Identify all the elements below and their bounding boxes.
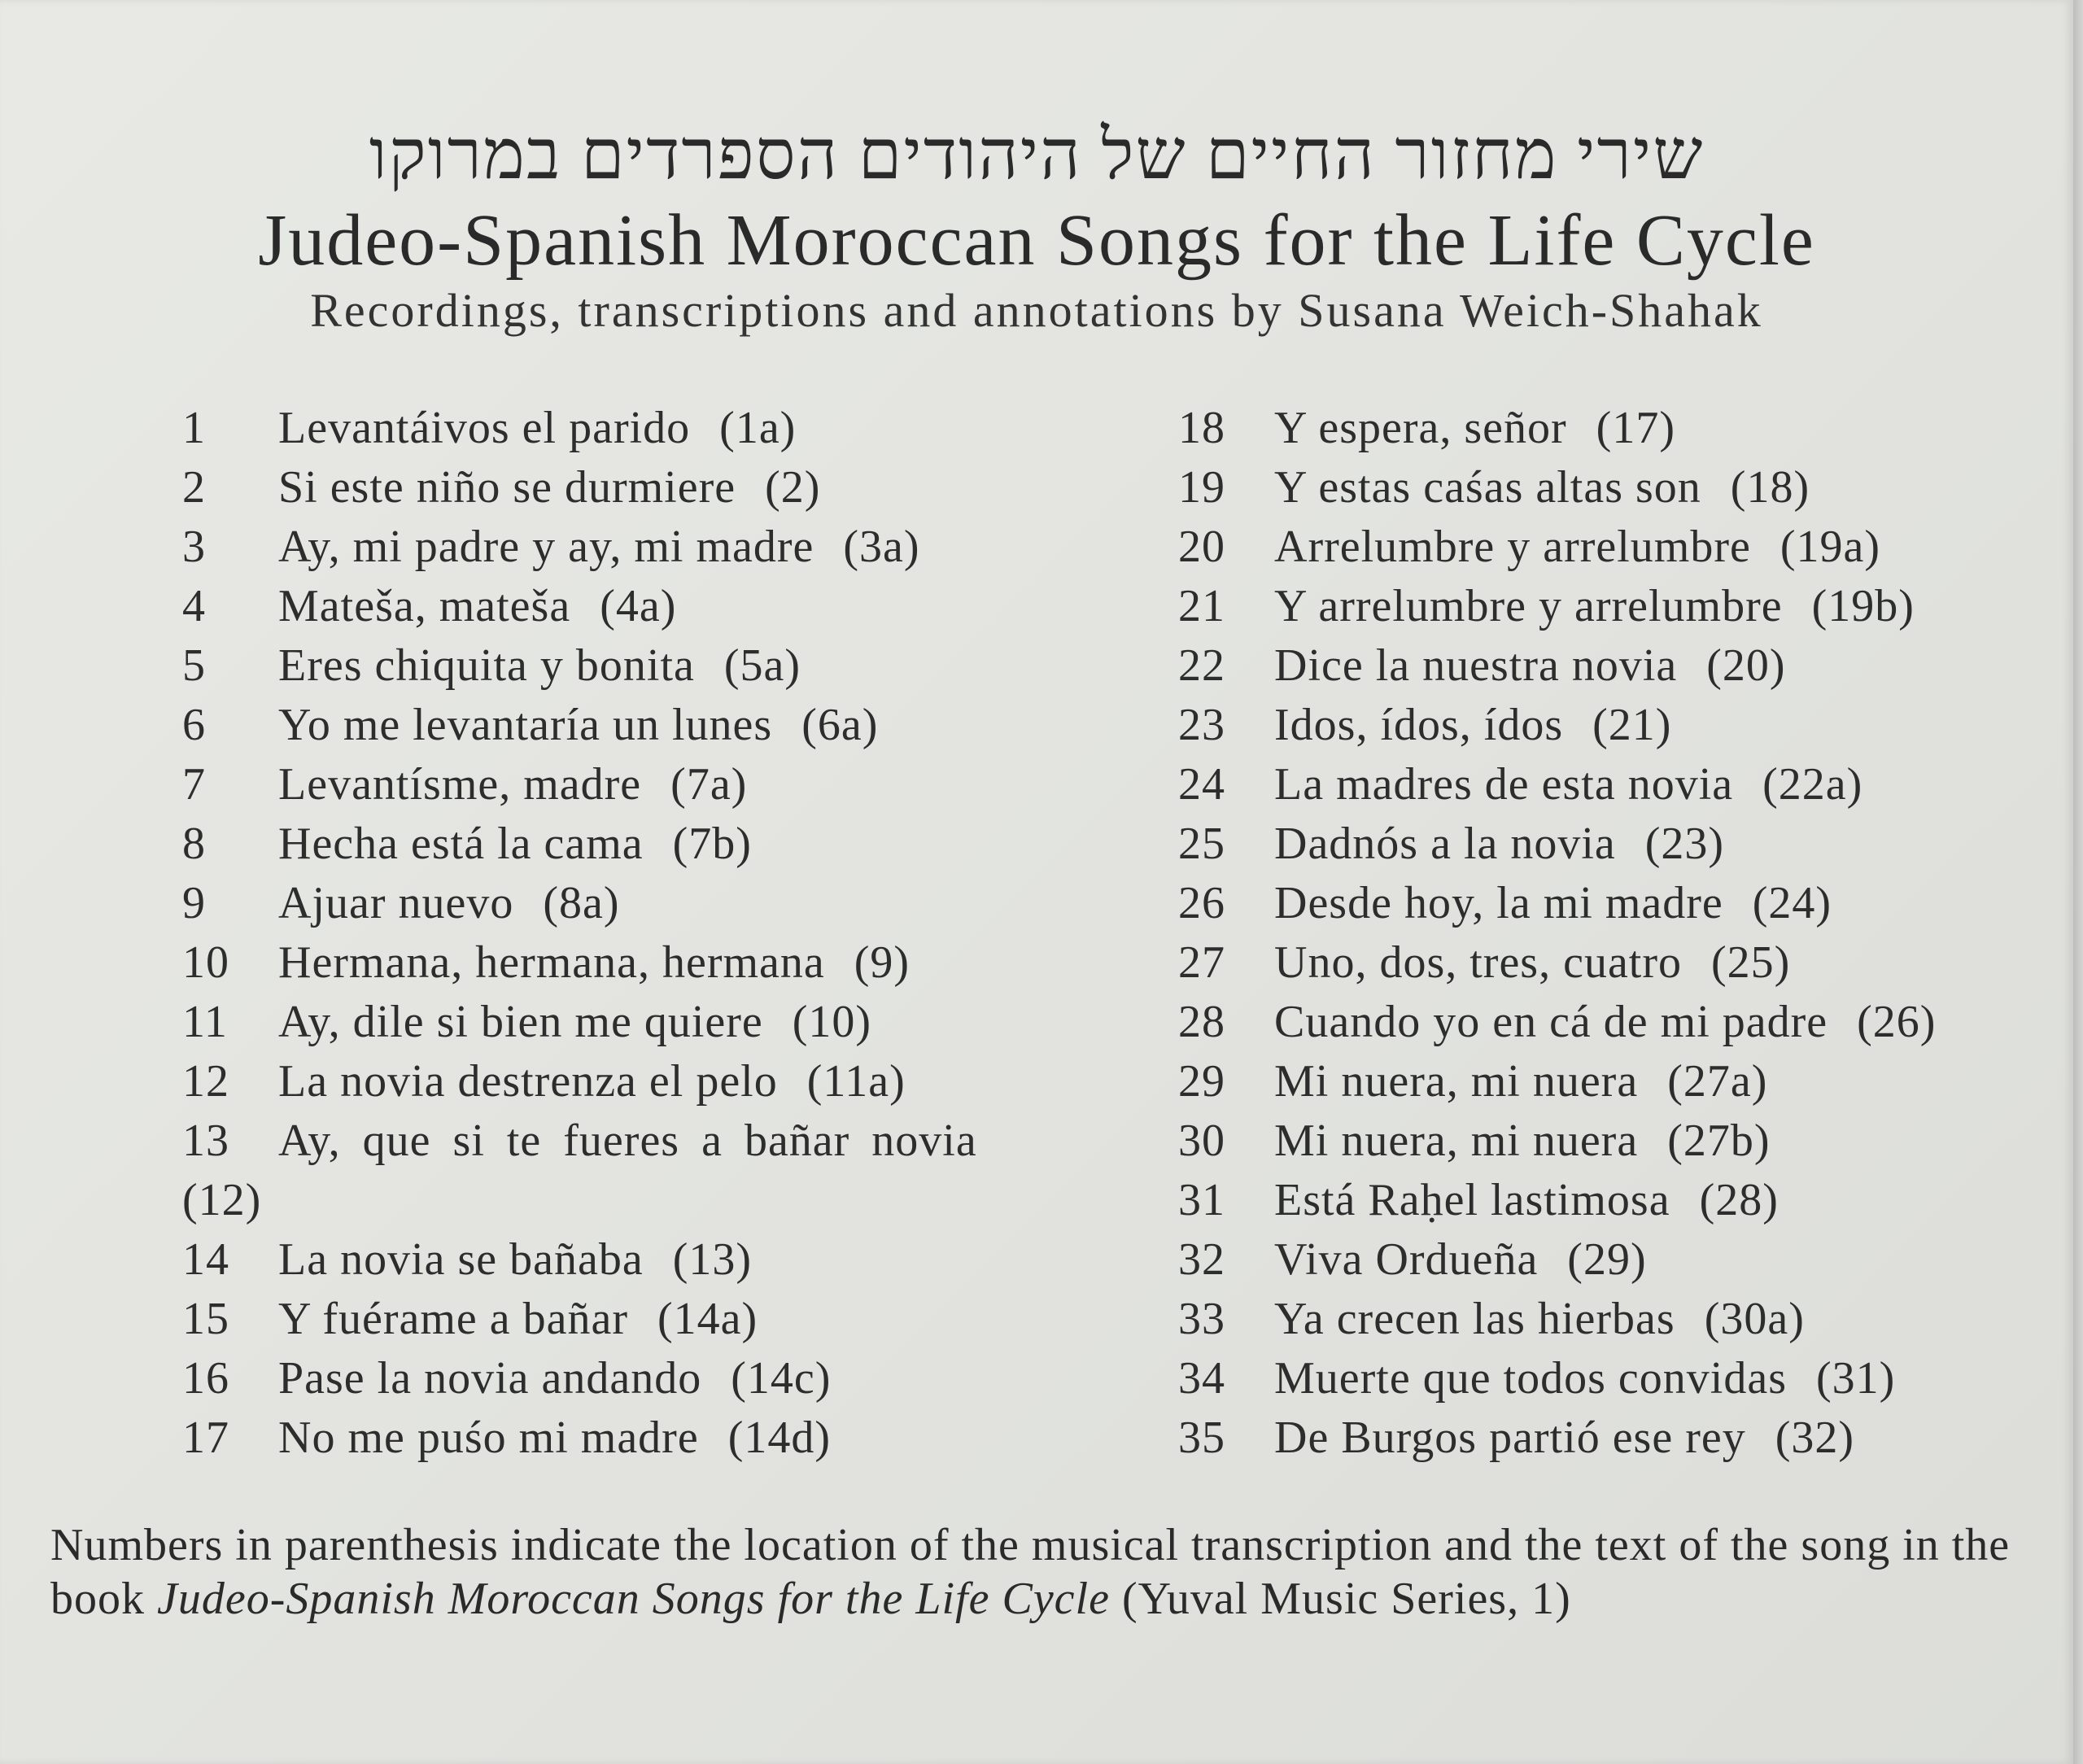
track-title [1274, 1290, 1805, 1349]
track-title-text: Pase la novia andando [278, 1353, 702, 1404]
track-number: 35 [1178, 1413, 1225, 1463]
track-number: 2 [182, 462, 206, 513]
track-book-location: (8a) [543, 878, 620, 928]
track-title-text: Mateša, mateša [278, 581, 571, 631]
album-subtitle: Recordings, transcriptions and annotations by Susana Weich-Shahak [310, 284, 1763, 337]
track-number: 25 [1178, 819, 1225, 869]
track-book-location: (4a) [600, 581, 677, 631]
track-title-text: Hermana, hermana, hermana [278, 937, 825, 988]
track-title [278, 696, 878, 755]
track-title [1274, 577, 1915, 636]
track-book-location: (22a) [1762, 759, 1863, 810]
track-book-location: (12) [182, 1175, 262, 1225]
track-row [182, 696, 1045, 755]
track-row [1178, 517, 2041, 577]
track-title-text: Ajuar nuevo [278, 878, 514, 928]
track-row [1178, 399, 2041, 458]
track-row [1178, 1111, 2041, 1171]
track-row [1178, 1052, 2041, 1111]
hebrew-title: שירי מחזור החיים של היהודים הספרדים במרוקו [369, 116, 1705, 194]
track-row [182, 933, 1045, 993]
track-row [182, 1349, 1045, 1408]
track-title [278, 1290, 758, 1349]
track-title [1274, 993, 1936, 1052]
track-number: 16 [182, 1353, 229, 1404]
track-book-location: (6a) [801, 700, 879, 750]
track-book-location: (25) [1711, 937, 1791, 988]
track-title-text: Levantáivos el parido [278, 403, 691, 453]
track-title-text: Desde hoy, la mi madre [1274, 878, 1723, 928]
track-book-location: (23) [1644, 819, 1725, 869]
track-book-location: (2) [765, 462, 821, 513]
track-number: 20 [1178, 522, 1225, 572]
track-title-text: La novia destrenza el pelo [278, 1056, 778, 1107]
track-book-location: (5a) [723, 640, 801, 691]
track-row [1178, 696, 2041, 755]
track-book-location: (31) [1815, 1353, 1896, 1404]
track-book-location: (29) [1567, 1234, 1647, 1285]
track-title-text: Idos, ídos, ídos [1274, 700, 1564, 750]
track-number: 28 [1178, 997, 1225, 1047]
track-title-text: Viva Ordueña [1274, 1234, 1539, 1285]
track-row [182, 814, 1045, 874]
track-book-location: (32) [1775, 1413, 1855, 1463]
track-title [1274, 755, 1862, 814]
track-title [1274, 1230, 1647, 1290]
track-title-text: Si este niño se durmiere [278, 462, 736, 513]
track-book-location: (20) [1706, 640, 1786, 691]
track-book-location: (13) [672, 1234, 752, 1285]
track-title-text: Cuando yo en cá de mi padre [1274, 997, 1828, 1047]
track-row [1178, 458, 2041, 517]
track-title-text: Dice la nuestra novia [1274, 640, 1678, 691]
track-title [278, 1052, 906, 1111]
track-row [182, 517, 1045, 577]
track-number: 22 [1178, 640, 1225, 691]
track-title [1274, 1349, 1895, 1408]
track-title [278, 1408, 831, 1468]
track-title [1274, 1052, 1767, 1111]
track-title-text: Y espera, señor [1274, 403, 1567, 453]
track-book-location: (14c) [731, 1353, 832, 1404]
track-book-location: (30a) [1704, 1294, 1805, 1344]
track-book-location: (10) [792, 997, 872, 1047]
track-title-text: La novia se bañaba [278, 1234, 644, 1285]
track-number: 32 [1178, 1234, 1225, 1285]
track-row [1178, 1230, 2041, 1290]
track-row [1178, 1408, 2041, 1468]
page-edge [2073, 0, 2083, 1764]
track-title [278, 874, 620, 933]
track-title-text: No me puśo mi madre [278, 1413, 699, 1463]
track-title-text: Y arrelumbre y arrelumbre [1274, 581, 1783, 631]
track-number: 29 [1178, 1056, 1225, 1107]
track-title [278, 1111, 1059, 1171]
track-title-text: Hecha está la cama [278, 819, 644, 869]
track-number: 34 [1178, 1353, 1225, 1404]
track-number: 15 [182, 1294, 229, 1344]
track-row [1178, 933, 2041, 993]
track-row [182, 577, 1045, 636]
track-row [1178, 993, 2041, 1052]
track-row [182, 1230, 1045, 1290]
track-title [1274, 1408, 1854, 1468]
track-title-text: Está Raḥel lastimosa [1274, 1175, 1670, 1225]
track-row [182, 1111, 1045, 1230]
album-title: Judeo-Spanish Moroccan Songs for the Life Cycle [258, 200, 1815, 281]
track-title [278, 993, 871, 1052]
track-title-text: Uno, dos, tres, cuatro [1274, 937, 1683, 988]
track-title-text: Y fuérame a bañar [278, 1294, 628, 1344]
track-title [278, 458, 820, 517]
track-number: 27 [1178, 937, 1225, 988]
track-title [1274, 399, 1675, 458]
track-title [278, 814, 752, 874]
track-title [278, 636, 801, 696]
track-book-location: (28) [1699, 1175, 1779, 1225]
track-title-text: Muerte que todos convidas [1274, 1353, 1787, 1404]
track-row [182, 993, 1045, 1052]
track-row [1178, 577, 2041, 636]
track-row [1178, 874, 2041, 933]
track-title [1274, 517, 1880, 577]
track-number: 12 [182, 1056, 229, 1107]
track-title-text: Arrelumbre y arrelumbre [1274, 522, 1751, 572]
track-number: 13 [182, 1116, 229, 1166]
track-book-location: (1a) [719, 403, 797, 453]
track-book-location: (14a) [657, 1294, 758, 1344]
track-title-text: Ay, dile si bien me quiere [278, 997, 763, 1047]
track-row [1178, 1171, 2041, 1230]
track-row [182, 458, 1045, 517]
track-number: 3 [182, 522, 206, 572]
track-title-text: Y estas caśas altas son [1274, 462, 1701, 513]
track-number: 5 [182, 640, 206, 691]
track-row [1178, 1290, 2041, 1349]
track-number: 10 [182, 937, 229, 988]
track-number: 26 [1178, 878, 1225, 928]
track-number: 33 [1178, 1294, 1225, 1344]
track-title [278, 1230, 752, 1290]
track-row [1178, 1349, 2041, 1408]
track-title [1274, 1111, 1770, 1171]
track-number: 17 [182, 1413, 229, 1463]
track-number: 21 [1178, 581, 1225, 631]
track-number: 11 [182, 997, 228, 1047]
track-book-location: (18) [1730, 462, 1810, 513]
track-number: 31 [1178, 1175, 1225, 1225]
track-book-location: (19a) [1780, 522, 1880, 572]
track-book-location: (14d) [727, 1413, 831, 1463]
track-title-text: Yo me levantaría un lunes [278, 700, 773, 750]
track-title [278, 933, 910, 993]
track-row [1178, 636, 2041, 696]
track-title-text: Ya crecen las hierbas [1274, 1294, 1675, 1344]
track-title-text: La madres de esta novia [1274, 759, 1734, 810]
track-book-location: (27a) [1667, 1056, 1768, 1107]
track-row [182, 1290, 1045, 1349]
track-number: 7 [182, 759, 206, 810]
track-title-text: Eres chiquita y bonita [278, 640, 695, 691]
track-book-location: (27b) [1667, 1116, 1771, 1166]
track-title [278, 755, 747, 814]
track-number: 19 [1178, 462, 1225, 513]
track-number: 23 [1178, 700, 1225, 750]
track-book-location: (21) [1592, 700, 1672, 750]
track-number: 4 [182, 581, 206, 631]
track-title [278, 517, 920, 577]
track-book-location: (7b) [672, 819, 752, 869]
track-title-text: Levantísme, madre [278, 759, 642, 810]
track-title-text: Ay, que si te fueres a bañar novia [278, 1116, 977, 1166]
track-title [1274, 696, 1671, 755]
track-book-location: (17) [1596, 403, 1675, 453]
track-title [1274, 1171, 1779, 1230]
track-row [1178, 755, 2041, 814]
track-book-location: (11a) [806, 1056, 906, 1107]
track-title-text: Mi nuera, mi nuera [1274, 1116, 1639, 1166]
track-row [182, 399, 1045, 458]
track-book-location: (26) [1857, 997, 1937, 1047]
track-number: 8 [182, 819, 206, 869]
track-list-right [1178, 399, 2041, 1468]
track-title [278, 1349, 831, 1408]
track-list-left [182, 399, 1045, 1468]
track-row [182, 1052, 1045, 1111]
footnote-book-title: Judeo-Spanish Moroccan Songs for the Life Cycle [157, 1574, 1110, 1624]
track-title [278, 577, 676, 636]
track-number: 9 [182, 878, 206, 928]
track-title-text: Mi nuera, mi nuera [1274, 1056, 1639, 1107]
track-row [182, 874, 1045, 933]
track-book-location: (7a) [670, 759, 748, 810]
track-title [1274, 458, 1810, 517]
track-number: 14 [182, 1234, 229, 1285]
track-title [1274, 933, 1790, 993]
track-title [1274, 874, 1832, 933]
track-book-location: (24) [1752, 878, 1832, 928]
track-row [182, 636, 1045, 696]
track-title-text: Ay, mi padre y ay, mi madre [278, 522, 814, 572]
track-number: 24 [1178, 759, 1225, 810]
track-row [182, 755, 1045, 814]
footnote-series: (Yuval Music Series, 1) [1109, 1574, 1571, 1624]
track-row [1178, 814, 2041, 874]
track-number: 18 [1178, 403, 1225, 453]
track-number: 30 [1178, 1116, 1225, 1166]
track-title [278, 399, 796, 458]
track-row [182, 1408, 1045, 1468]
track-title [1274, 814, 1724, 874]
track-number: 6 [182, 700, 206, 750]
footnote-text: Numbers in parenthesis indicate the location of the musical transcription and the text of the song in the book [50, 1520, 2011, 1624]
track-book-location: (3a) [843, 522, 920, 572]
track-book-location: (19b) [1811, 581, 1915, 631]
track-book-location: (9) [854, 937, 910, 988]
track-title [1274, 636, 1786, 696]
footnote [50, 1518, 2036, 1626]
track-title-text: De Burgos partió ese rey [1274, 1413, 1746, 1463]
track-title-text: Dadnós a la novia [1274, 819, 1616, 869]
track-number: 1 [182, 403, 206, 453]
